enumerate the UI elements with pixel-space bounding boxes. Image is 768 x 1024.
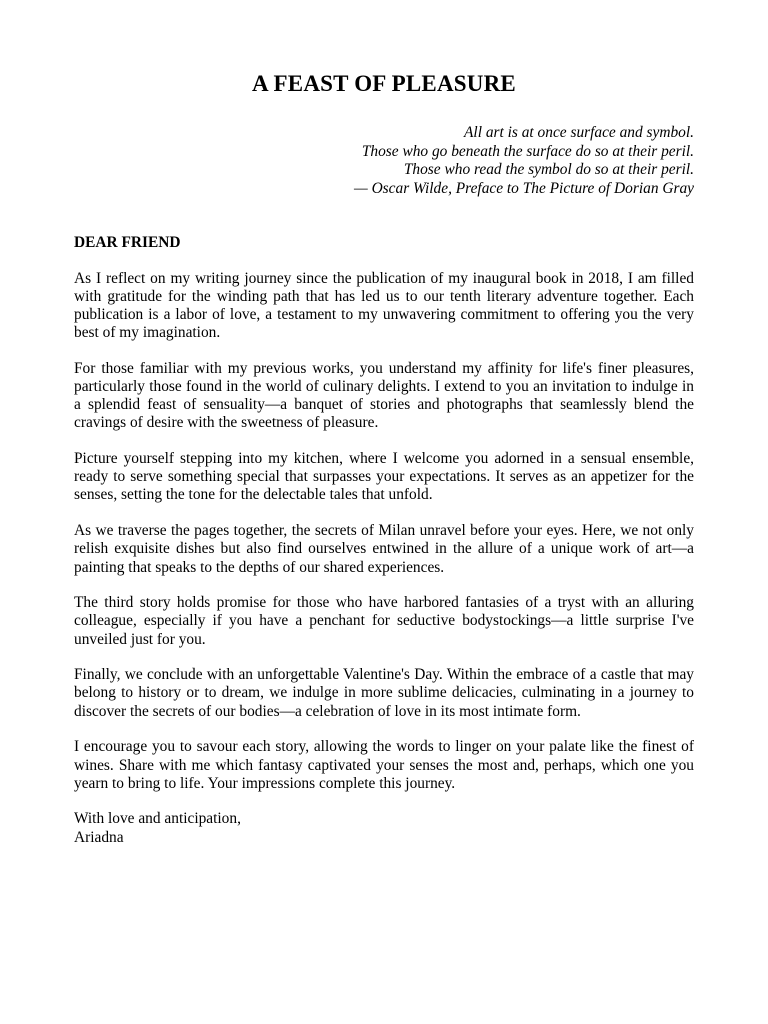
- body-paragraph: As we traverse the pages together, the secrets of Milan unravel before your eyes. Here, we not only relish exquisite dishes but also find ourselves entwined in the allure of a unique work of art—a painting that speaks to the depths of our shared experiences.: [74, 522, 694, 576]
- signature: Ariadna: [74, 828, 124, 846]
- body-paragraph: Finally, we conclude with an unforgettable Valentine's Day. Within the embrace of a castle that may belong to history or to dream, we indulge in more sublime delicacies, culminating in a journey to discover the secrets of our bodies—a celebration of love in its most intimate form.: [74, 666, 694, 720]
- epigraph-line: Those who read the symbol do so at their peril.: [403, 161, 694, 179]
- epigraph-line: All art is at once surface and symbol.: [464, 124, 694, 141]
- body-paragraph: As I reflect on my writing journey since the publication of my inaugural book in 2018, I am filled with gratitude for the winding path that has led us to our tenth literary adventure together. Each publication is a labor of love, a testament to my unwavering commitment to offering you the very best of my imagination.: [74, 269, 694, 342]
- epigraph: [74, 124, 694, 199]
- salutation-heading: DEAR FRIEND: [74, 233, 181, 251]
- document-title: A FEAST OF PLEASURE: [252, 71, 516, 96]
- letter-closing: [74, 810, 694, 847]
- valediction: With love and anticipation,: [74, 810, 241, 828]
- body-paragraph: For those familiar with my previous works, you understand my affinity for life's finer pleasures, particularly those found in the world of culinary delights. I extend to you an invitation to indulge in a splendid feast of sensuality—a banquet of stories and photographs that seamlessly blend the cravings of desire with the sweetness of pleasure.: [74, 359, 694, 432]
- epigraph-line: Those who go beneath the surface do so at their peril.: [361, 142, 694, 160]
- body-paragraph: I encourage you to savour each story, allowing the words to linger on your palate like the finest of wines. Share with me which fantasy captivated your senses the most and, perhaps, which one you yearn to bring to life. Your impressions complete this journey.: [74, 738, 694, 792]
- body-paragraph: The third story holds promise for those who have harbored fantasies of a tryst with an alluring colleague, especially if you have a penchant for seductive bodystockings—a little surprise I've unveiled just for you.: [74, 594, 694, 648]
- body-paragraph: Picture yourself stepping into my kitchen, where I welcome you adorned in a sensual ensemble, ready to serve something special that surpasses your expectations. It serves as an appetizer for the senses, setting the tone for the delectable tales that unfold.: [74, 450, 694, 504]
- epigraph-attribution: — Oscar Wilde, Preface to The Picture of Dorian Gray: [354, 180, 694, 198]
